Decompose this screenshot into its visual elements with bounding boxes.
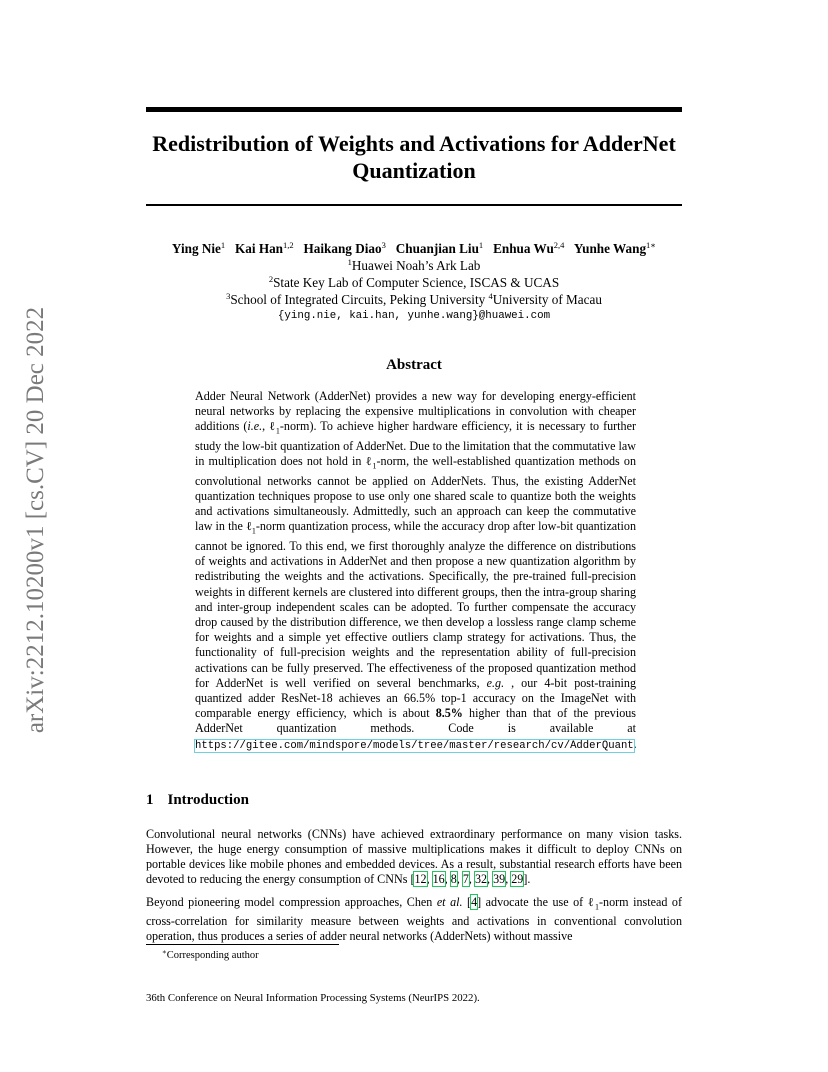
affiliation: $^3$School of Integrated Circuits, Peking University $^4$University of Macau [226, 291, 602, 307]
author-block [146, 240, 682, 325]
abstract-heading: Abstract [386, 357, 442, 373]
title-bottom-rule [146, 204, 682, 206]
intro-paragraph-2: Beyond pioneering model compression approaches, Chen et al. [4] advocate the use of ℓ$_1$-norm instead of cross-correlation for similarity measure between weights and activations in conventional convolution operation, thus produces a series of adder neural networks (AdderNets) without massive [146, 895, 682, 944]
section-heading-introduction: 1 Introduction [146, 792, 249, 808]
author: Chuanjian Liu$^1$ [395, 240, 484, 256]
affiliation: $^2$State Key Lab of Computer Science, ISCAS & UCAS [268, 274, 560, 290]
paper-title: Redistribution of Weights and Activations for AdderNet Quantization [152, 131, 676, 183]
author: Kai Han$^{1,2}$ [235, 240, 294, 256]
author: Ying Nie$^1$ [171, 240, 226, 256]
footnote: ∗Corresponding author [162, 948, 259, 961]
author: Haikang Diao$^3$ [303, 240, 386, 256]
arxiv-stamp: arXiv:2212.10200v1 [cs.CV] 20 Dec 2022 [22, 306, 49, 734]
citation-link[interactable]: 16 [432, 872, 445, 886]
author-list [146, 240, 682, 257]
citation-link[interactable]: 8 [450, 872, 457, 886]
citation-link[interactable]: 12 [414, 872, 427, 886]
code-link[interactable]: https://gitee.com/mindspore/models/tree/master/research/cv/AdderQuant [195, 739, 634, 752]
citation-link[interactable]: 29 [511, 872, 524, 886]
affiliation: $^1$Huawei Noah’s Ark Lab [347, 257, 481, 273]
author: Yunhe Wang$^{1∗}$ [573, 240, 657, 256]
top-rule [146, 107, 682, 112]
abstract-body: Adder Neural Network (AdderNet) provides a new way for developing energy-efficient neural networks by replacing the expensive multiplications in convolution with cheaper additions (i.e., ℓ$_1$-norm). To achieve higher hardware efficiency, it is necessary to further study the low-bit quantization of AdderNet. Due to the limitation that the commutative law in multiplication does not hold in ℓ$_1$-norm, the well-established quantization methods on convolutional networks cannot be applied on AdderNets. Thus, the existing AdderNet quantization techniques propose to use only one shared scale to quantize both the weights and activations simultaneously. Admittedly, such an approach can keep the commutative law in the ℓ$_1$-norm quantization process, while the accuracy drop after low-bit quantization cannot be ignored. To this end, we first thoroughly analyze the difference on distributions of weights and activations in AdderNet and then propose a new quantization algorithm by redistributing the weights and the activations. Specifically, the pre-trained full-precision weights in different kernels are clustered into different groups, then the intra-group sharing and inter-group independent scales can be adopted. To further compensate the accuracy drop caused by the distribution difference, we then develop a lossless range clamp scheme for weights and a simple yet effective outliers clamp strategy for activations. Thus, the functionality of full-precision weights and the representation ability of full-precision activations can be fully preserved. The effectiveness of the proposed quantization method for AdderNet is well verified on several benchmarks, e.g. , our 4-bit post-training quantized adder ResNet-18 achieves an 66.5% top-1 accuracy on the ImageNet with comparable energy efficiency, which is about 8.5% higher than that of the previous AdderNet quantization methods. Code is available at https://gitee.com/mindspore/models/tree/master/research/cv/AdderQuant. [195, 389, 637, 752]
intro-paragraph-1: Convolutional neural networks (CNNs) have achieved extraordinary performance on many vision tasks. However, the huge energy consumption of massive multiplications makes it difficult to deploy CNNs on portable devices like mobile phones and embedded devices. As a result, substantial research efforts have been devoted to reducing the energy consumption of CNNs [12, 16, 8, 7, 32, 39, 29]. [146, 827, 682, 886]
footnote-rule [146, 944, 339, 945]
conference-note: 36th Conference on Neural Information Processing Systems (NeurIPS 2022). [146, 992, 480, 1004]
citation-link[interactable]: 39 [493, 872, 506, 886]
citation-link[interactable]: 4 [471, 895, 478, 909]
citation-link[interactable]: 32 [474, 872, 488, 886]
author-emails: {ying.nie, kai.han, yunhe.wang}@huawei.com [277, 310, 551, 322]
citation-link[interactable]: 7 [462, 872, 469, 886]
author: Enhua Wu$^{2,4}$ [493, 240, 565, 256]
